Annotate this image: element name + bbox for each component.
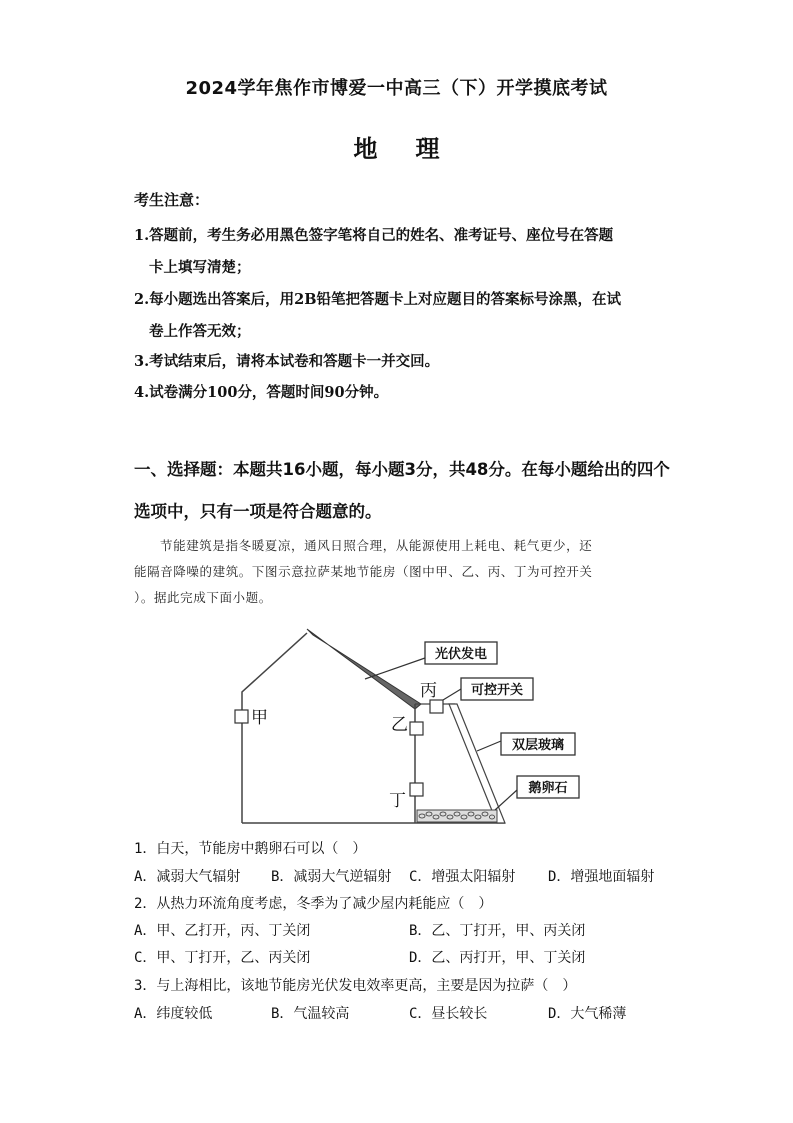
label-switch: 可控开关 xyxy=(470,683,524,698)
question-2-option-a: A．甲、乙打开，丙、丁关闭 xyxy=(134,923,311,939)
exam-title: 2024学年焦作市博爱一中高三（下）开学摸底考试 xyxy=(185,78,608,99)
notice-item-3: 3.考试结束后，请将本试卷和答题卡一并交回。 xyxy=(134,353,440,370)
question-3-option-b: B．气温较高 xyxy=(271,1006,350,1022)
pv-panel xyxy=(307,629,421,709)
notice-heading: 考生注意： xyxy=(134,191,210,209)
leader-pebble xyxy=(495,790,517,810)
label-pv: 光伏发电 xyxy=(434,647,488,662)
mark-yi: 乙 xyxy=(391,715,408,735)
question-1-option-b: B．减弱大气逆辐射 xyxy=(271,869,392,885)
notice-item-1-line-1: 1.答题前，考生务必用黑色签字笔将自己的姓名、准考证号、座位号在答题 xyxy=(134,227,614,244)
question-3-option-a: A．纬度较低 xyxy=(134,1006,213,1022)
mark-ding: 丁 xyxy=(389,791,406,811)
mark-bing: 丙 xyxy=(420,681,437,701)
question-1-option-c: C．增强太阳辐射 xyxy=(409,869,516,885)
question-1-option-d: D．增强地面辐射 xyxy=(548,869,655,885)
subject-title: 地理 xyxy=(353,135,478,163)
question-1-stem: 1．白天，节能房中鹅卵石可以（ ） xyxy=(134,841,367,857)
label-pebble: 鹅卵石 xyxy=(528,781,568,796)
section-heading-line-1: 一、选择题：本题共16小题，每小题3分，共48分。在每小题给出的四个 xyxy=(134,460,670,479)
energy-house-figure xyxy=(225,626,585,831)
switch-ding xyxy=(410,783,423,796)
leader-pv xyxy=(365,658,425,679)
question-3-option-c: C．昼长较长 xyxy=(409,1006,488,1022)
switch-bing xyxy=(430,700,443,713)
question-2-option-c: C．甲、丁打开，乙、丙关闭 xyxy=(134,950,311,966)
notice-item-2-line-2: 卷上作答无效； xyxy=(149,323,251,340)
house-left-wall xyxy=(242,633,307,823)
question-3-stem: 3．与上海相比，该地节能房光伏发电效率更高，主要是因为拉萨（ ） xyxy=(134,978,577,994)
leader-switch xyxy=(443,689,461,700)
question-2-stem: 2．从热力环流角度考虑，冬季为了减少屋内耗能应（ ） xyxy=(134,896,493,912)
intro-line-2: 能隔音降噪的建筑。下图示意拉萨某地节能房（图中甲、乙、丙、丁为可控开关 xyxy=(134,564,593,579)
section-heading-line-2: 选项中，只有一项是符合题意的。 xyxy=(134,502,382,521)
question-1-option-a: A．减弱大气辐射 xyxy=(134,869,241,885)
question-2-option-b: B．乙、丁打开，甲、丙关闭 xyxy=(409,923,586,939)
leader-glass xyxy=(477,741,501,751)
mark-jia: 甲 xyxy=(251,708,268,728)
notice-item-4: 4.试卷满分100分，答题时间90分钟。 xyxy=(134,384,389,401)
intro-line-1: 节能建筑是指冬暖夏凉，通风日照合理，从能源使用上耗电、耗气更少，还 xyxy=(160,538,593,553)
question-3-option-d: D．大气稀薄 xyxy=(548,1006,627,1022)
switch-jia xyxy=(235,710,248,723)
notice-item-1-line-2: 卡上填写清楚； xyxy=(149,259,251,276)
switch-yi xyxy=(410,722,423,735)
question-2-option-d: D．乙、丙打开，甲、丁关闭 xyxy=(409,950,586,966)
double-glass xyxy=(449,704,505,823)
label-glass: 双层玻璃 xyxy=(511,738,565,753)
intro-line-3: ）。据此完成下面小题。 xyxy=(134,590,272,605)
notice-item-2-line-1: 2.每小题选出答案后，用2B铅笔把答题卡上对应题目的答案标号涂黑，在试 xyxy=(134,291,621,308)
